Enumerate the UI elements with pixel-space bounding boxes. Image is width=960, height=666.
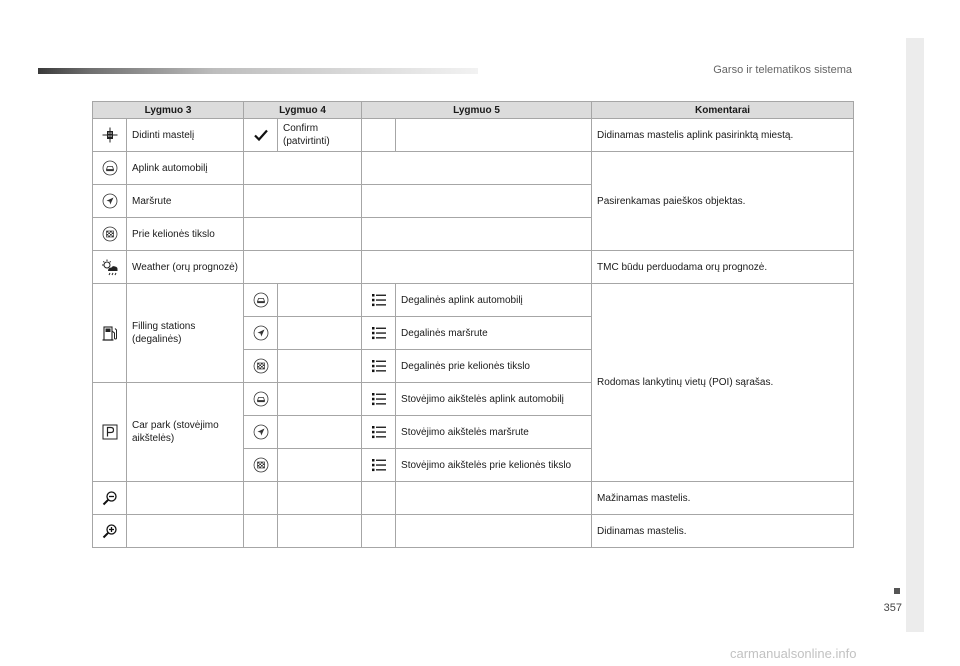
list-icon <box>371 457 387 473</box>
car-icon <box>102 160 118 176</box>
page-marker <box>894 588 900 594</box>
table-row <box>93 251 854 284</box>
cell-level3: Weather (orų prognozė) <box>127 251 244 284</box>
side-strip <box>906 38 924 632</box>
route-icon <box>102 193 118 209</box>
destination-icon <box>102 226 118 242</box>
parking-icon <box>101 423 119 441</box>
list-icon <box>371 325 387 341</box>
cell-level5: Stovėjimo aikštelės maršrute <box>396 416 592 449</box>
table-row <box>93 482 854 515</box>
cell-level3: Filling stations (degalinės) <box>127 284 244 383</box>
cell-level3: Maršrute <box>127 185 244 218</box>
cell-level5: Stovėjimo aikštelės aplink automobilį <box>396 383 592 416</box>
header-level3: Lygmuo 3 <box>93 102 244 119</box>
cell-level3: Aplink automobilį <box>127 152 244 185</box>
cell-level4: Confirm (patvirtinti) <box>278 119 362 152</box>
table-header-row <box>93 102 854 119</box>
cell-level3: Car park (stovėjimo aikštelės) <box>127 383 244 482</box>
zoom-city-icon <box>102 127 118 143</box>
table-row <box>93 515 854 548</box>
car-icon <box>253 292 269 308</box>
header-comments: Komentarai <box>592 102 854 119</box>
section-title: Garso ir telematikos sistema <box>713 64 852 76</box>
table-row <box>93 152 854 185</box>
cell-level5: Degalinės prie kelionės tikslo <box>396 350 592 383</box>
cell-comment: TMC būdu perduodama orų prognozė. <box>592 251 854 284</box>
destination-icon <box>253 457 269 473</box>
zoom-out-icon <box>102 490 118 506</box>
fuel-pump-icon <box>101 324 119 342</box>
route-icon <box>253 424 269 440</box>
weather-icon <box>101 258 119 276</box>
list-icon <box>371 292 387 308</box>
header-level5: Lygmuo 5 <box>362 102 592 119</box>
table-row <box>93 119 854 152</box>
table-row <box>93 284 854 317</box>
cell-level3: Prie kelionės tikslo <box>127 218 244 251</box>
cell-level3: Didinti mastelį <box>127 119 244 152</box>
list-icon <box>371 424 387 440</box>
list-icon <box>371 391 387 407</box>
header-decor-bar <box>38 68 478 74</box>
cell-comment: Pasirenkamas paieškos objektas. <box>592 152 854 251</box>
page-number: 357 <box>883 602 902 614</box>
cell-comment: Mažinamas mastelis. <box>592 482 854 515</box>
cell-level5: Stovėjimo aikštelės prie kelionės tikslo <box>396 449 592 482</box>
zoom-in-icon <box>102 523 118 539</box>
cell-comment: Didinamas mastelis aplink pasirinktą miestą. <box>592 119 854 152</box>
list-icon <box>371 358 387 374</box>
watermark: carmanualsonline.info <box>730 646 857 661</box>
cell-comment: Didinamas mastelis. <box>592 515 854 548</box>
header-level4: Lygmuo 4 <box>244 102 362 119</box>
cell-comment: Rodomas lankytinų vietų (POI) sąrašas. <box>592 284 854 482</box>
cell-level5: Degalinės maršrute <box>396 317 592 350</box>
cell-level5: Degalinės aplink automobilį <box>396 284 592 317</box>
destination-icon <box>253 358 269 374</box>
car-icon <box>253 391 269 407</box>
checkmark-icon <box>253 127 269 143</box>
menu-table <box>92 101 854 548</box>
route-icon <box>253 325 269 341</box>
